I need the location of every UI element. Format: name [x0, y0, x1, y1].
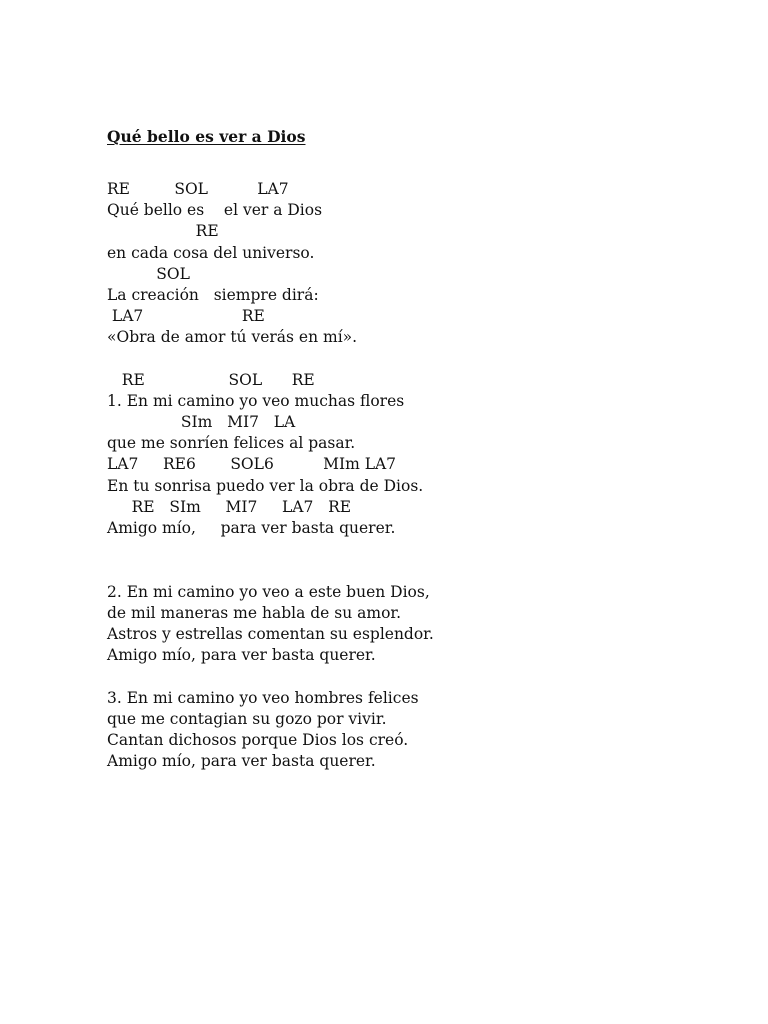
blank-line — [107, 560, 434, 581]
lyric-line: En tu sonrisa puedo ver la obra de Dios. — [107, 476, 424, 495]
lyric-line: 2. En mi camino yo veo a este buen Dios, — [107, 582, 430, 601]
lyric-line: La creación siempre dirá: — [107, 285, 319, 304]
blank-line — [107, 349, 434, 370]
chord-line: SOL — [107, 264, 190, 283]
lyric-line: de mil maneras me habla de su amor. — [107, 603, 402, 622]
chord-line: LA7 RE — [107, 307, 265, 326]
chord-line: RE — [107, 222, 219, 241]
lyric-line: RE SIm MI7 LA7 RE — [107, 497, 352, 516]
lyric-line: en cada cosa del universo. — [107, 243, 315, 262]
lyric-line: Cantan dichosos porque Dios los creó. — [107, 730, 409, 749]
lyric-line: Amigo mío, para ver basta querer. — [107, 752, 376, 771]
chord-line: RE SOL RE — [107, 370, 315, 389]
lyric-line: LA7 RE6 SOL6 MIm LA7 — [107, 455, 397, 474]
blank-line — [107, 539, 434, 560]
lyric-line: 1. En mi camino yo veo muchas flores — [107, 391, 405, 410]
lyric-line: SIm MI7 LA — [107, 413, 296, 432]
lyric-line: Qué bello es el ver a Dios — [107, 201, 323, 220]
lyric-line: que me contagian su gozo por vivir. — [107, 709, 387, 728]
lyric-line: que me sonríen felices al pasar. — [107, 434, 356, 453]
song-body — [107, 179, 434, 772]
lyric-line: 3. En mi camino yo veo hombres felices — [107, 688, 419, 707]
lyric-line: Amigo mío, para ver basta querer. — [107, 646, 376, 665]
lyric-line: Amigo mío, para ver basta querer. — [107, 519, 396, 537]
lyric-line: Astros y estrellas comentan su esplendor. — [107, 624, 434, 643]
lyric-line: «Obra de amor tú verás en mí». — [107, 328, 358, 347]
blank-line — [107, 666, 434, 687]
song-title: Qué bello es ver a Dios — [107, 127, 306, 146]
chord-line: RE SOL LA7 — [107, 180, 289, 198]
